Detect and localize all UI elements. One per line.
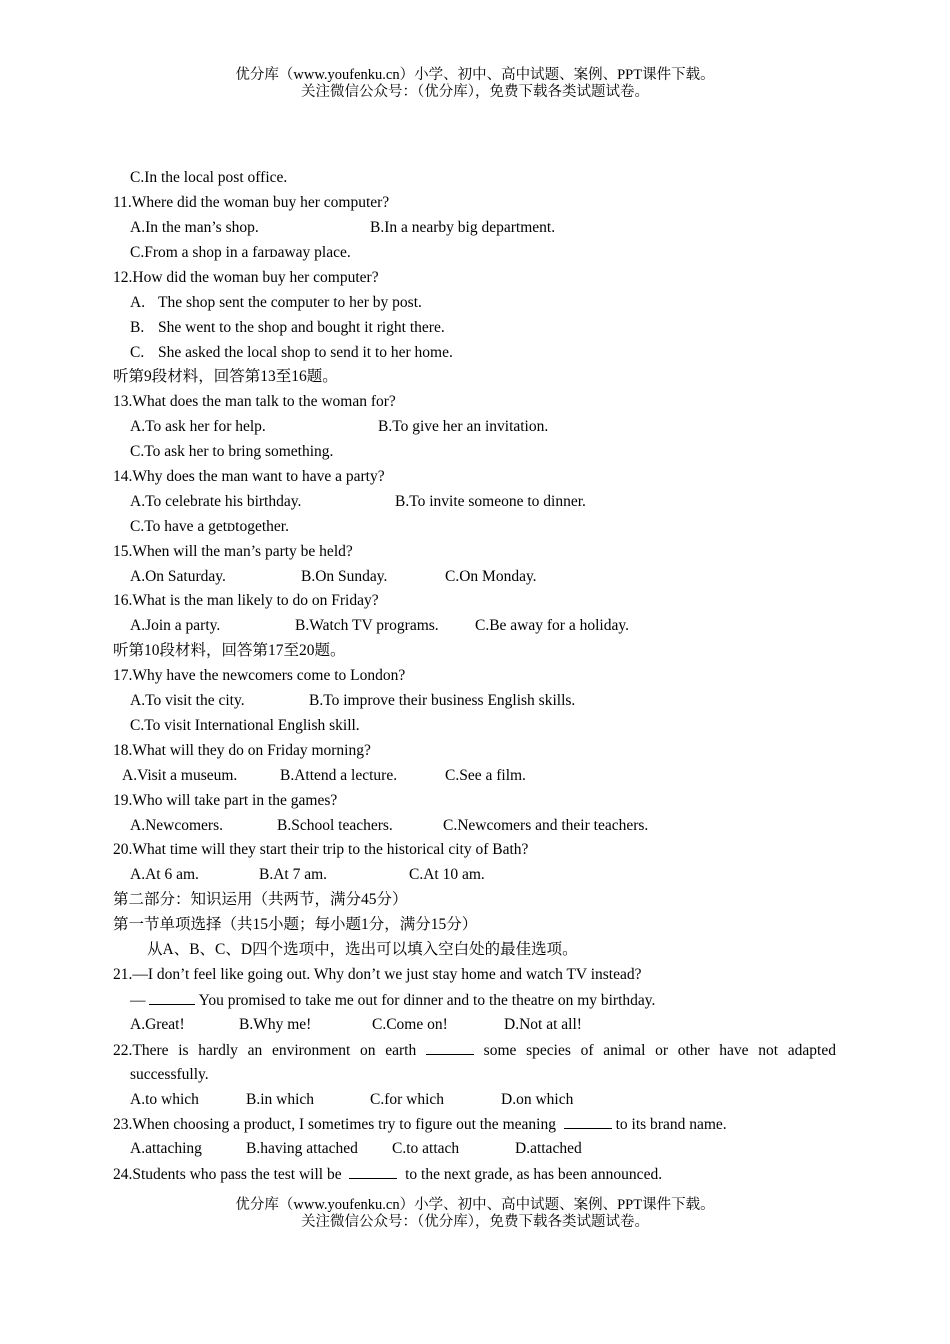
q21-option-d: D.Not at all!	[504, 1016, 582, 1033]
q23-option-a: A.attaching	[130, 1140, 202, 1157]
footer-line-1: 优分库（www.youfenku.cn）小学、初中、高中试题、案例、PPT课件下载。	[235, 1197, 715, 1213]
q21-dash: —	[130, 992, 150, 1009]
header-line-1: 优分库（www.youfenku.cn）小学、初中、高中试题、案例、PPT课件下载。	[235, 67, 715, 83]
q16-option-b: B.Watch TV programs.	[295, 617, 439, 634]
q20-stem: 20.What time will they start their trip to the historical city of Bath?	[113, 841, 529, 858]
q19-option-c: C.Newcomers and their teachers.	[443, 817, 649, 834]
q21-option-c: C.Come on!	[372, 1016, 448, 1033]
q19-option-a: A.Newcomers.	[130, 817, 223, 834]
q23-option-c: C.to attach	[392, 1140, 460, 1157]
q24-stem-post: to the next grade, as has been announced.	[405, 1166, 663, 1183]
q11-option-a: A.In the man’s shop.	[130, 219, 259, 236]
q21-stem: 21.—I don’t feel like going out. Why don’t we just stay home and watch TV instead?	[113, 966, 642, 983]
q21-blank	[149, 990, 195, 1005]
q22-option-b: B.in which	[246, 1091, 315, 1108]
q18-stem: 18.What will they do on Friday morning?	[113, 742, 371, 759]
section-9-heading: 听第9段材料，回答第13至16题。	[113, 368, 338, 385]
q16-option-c: C.Be away for a holiday.	[475, 617, 629, 634]
page-header	[0, 67, 950, 101]
q24-blank	[349, 1164, 397, 1179]
q21-option-a: A.Great!	[130, 1016, 185, 1033]
q12-option-a-letter: A.	[130, 294, 146, 311]
q18-option-b: B.Attend a lecture.	[280, 767, 398, 784]
q21-response-text: You promised to take me out for dinner and to the theatre on my birthday.	[195, 992, 656, 1009]
q21-response	[130, 990, 655, 1011]
q21-option-b: B.Why me!	[239, 1016, 312, 1033]
q12-option-a-text: The shop sent the computer to her by post.	[158, 294, 422, 311]
q12-option-c-letter: C.	[130, 344, 145, 361]
q19-option-b: B.School teachers.	[277, 817, 393, 834]
q11-stem: 11.Where did the woman buy her computer?	[113, 194, 390, 211]
section-1-heading: 第一节单项选择（共15小题；每小题1分，满分15分）	[113, 916, 478, 933]
q12-option-c-text: She asked the local shop to send it to her home.	[158, 344, 453, 361]
q22-option-c: C.for which	[370, 1091, 445, 1108]
q14-option-c: C.To have a getᴅtogether.	[130, 518, 289, 535]
section-10-heading: 听第10段材料，回答第17至20题。	[113, 642, 346, 659]
q22-stem-pre: 22.There is hardly an environment on earth	[113, 1042, 417, 1059]
q12-option-b	[130, 318, 445, 338]
q17-option-b: B.To improve their business English skills.	[309, 692, 576, 709]
q23-option-b: B.having attached	[246, 1140, 358, 1157]
instructions: 从A、B、C、D四个选项中，选出可以填入空白处的最佳选项。	[147, 941, 578, 958]
q18-option-a: A.Visit a museum.	[122, 767, 238, 784]
q20-option-a: A.At 6 am.	[130, 866, 199, 883]
q23-stem-pre: 23.When choosing a product, I sometimes try to figure out the meaning	[113, 1116, 556, 1133]
q23-option-d: D.attached	[515, 1140, 582, 1157]
q14-option-a: A.To celebrate his birthday.	[130, 493, 302, 510]
q22-blank	[426, 1040, 474, 1055]
q15-stem: 15.When will the man’s party be held?	[113, 543, 353, 560]
q13-option-c: C.To ask her to bring something.	[130, 443, 334, 460]
header-line-2: 关注微信公众号：（优分库），免费下载各类试题试卷。	[301, 84, 649, 100]
q22-stem-continued: successfully.	[130, 1066, 209, 1083]
q10-option-c: C.In the local post office.	[130, 169, 288, 186]
footer-line-2: 关注微信公众号：（优分库），免费下载各类试题试卷。	[301, 1214, 649, 1230]
q17-option-a: A.To visit the city.	[130, 692, 245, 709]
q13-option-a: A.To ask her for help.	[130, 418, 266, 435]
q22-stem	[113, 1040, 836, 1061]
q11-option-b: B.In a nearby big department.	[370, 219, 556, 236]
q12-stem: 12.How did the woman buy her computer?	[113, 269, 379, 286]
q14-stem: 14.Why does the man want to have a party?	[113, 468, 385, 485]
part-2-heading: 第二部分：知识运用（共两节，满分45分）	[113, 891, 408, 908]
q19-stem: 19.Who will take part in the games?	[113, 792, 338, 809]
q12-option-b-letter: B.	[130, 319, 145, 336]
q22-stem-post: some species of animal or other have not adapted	[483, 1042, 836, 1059]
q17-stem: 17.Why have the newcomers come to London?	[113, 667, 406, 684]
q23-stem	[113, 1114, 727, 1135]
q15-option-a: A.On Saturday.	[130, 568, 226, 585]
q16-option-a: A.Join a party.	[130, 617, 221, 634]
q22-option-d: D.on which	[501, 1091, 574, 1108]
q15-option-c: C.On Monday.	[445, 568, 537, 585]
q15-option-b: B.On Sunday.	[301, 568, 388, 585]
q18-option-c: C.See a film.	[445, 767, 526, 784]
q16-stem: 16.What is the man likely to do on Friday?	[113, 592, 379, 609]
q11-option-c: C.From a shop in a farᴅaway place.	[130, 244, 351, 261]
q24-stem	[113, 1164, 662, 1185]
q12-option-b-text: She went to the shop and bought it right there.	[158, 319, 445, 336]
q12-option-c	[130, 343, 453, 363]
q20-option-c: C.At 10 am.	[409, 866, 485, 883]
q12-option-a	[130, 293, 422, 313]
q14-option-b: B.To invite someone to dinner.	[395, 493, 586, 510]
q23-blank	[564, 1114, 612, 1129]
page-footer	[0, 1197, 950, 1231]
q13-option-b: B.To give her an invitation.	[378, 418, 549, 435]
q22-option-a: A.to which	[130, 1091, 199, 1108]
q23-stem-post: to its brand name.	[615, 1116, 727, 1133]
q13-stem: 13.What does the man talk to the woman for?	[113, 393, 396, 410]
q20-option-b: B.At 7 am.	[259, 866, 328, 883]
q24-stem-pre: 24.Students who pass the test will be	[113, 1166, 342, 1183]
q17-option-c: C.To visit International English skill.	[130, 717, 360, 734]
